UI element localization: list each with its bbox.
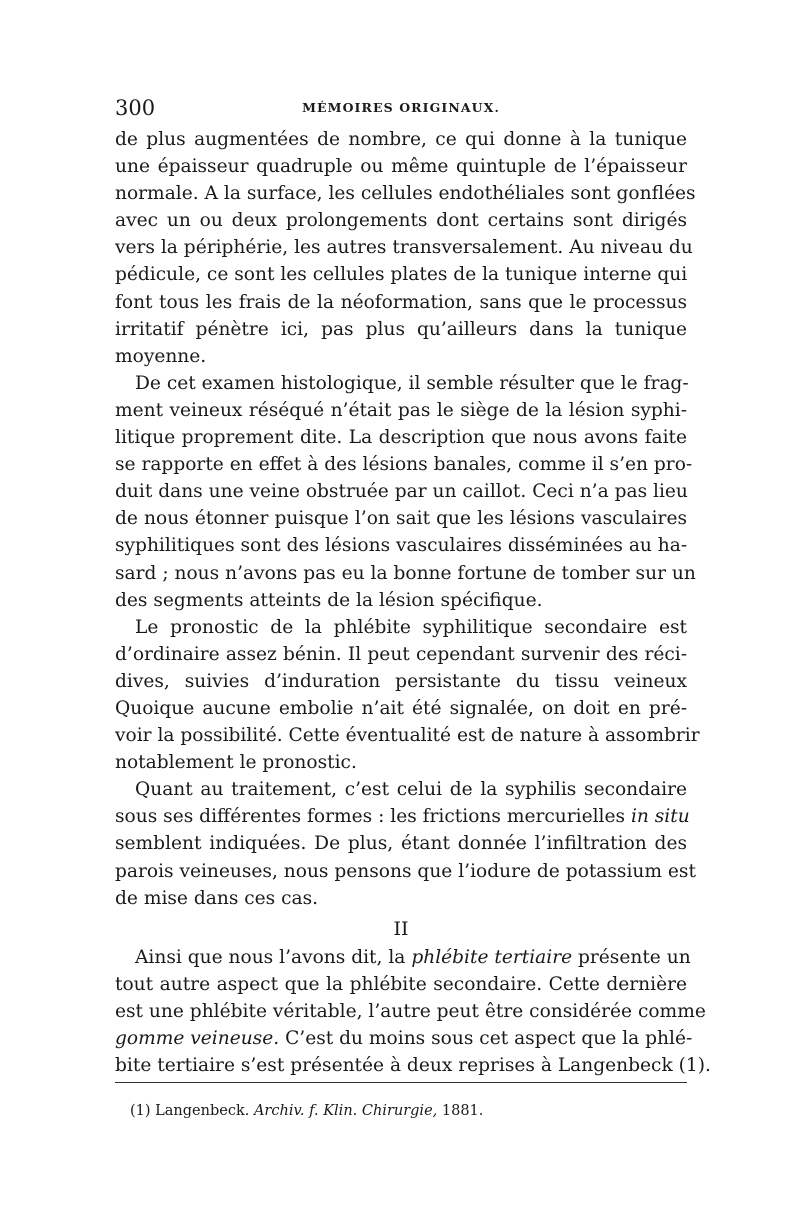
text-line: pédicule, ce sont les cellules plates de la tunique interne qui <box>115 264 688 286</box>
footnote-divider <box>115 1082 687 1083</box>
text-line: parois veineuses, nous pensons que l’iodure de potassium est <box>115 860 696 882</box>
text-line <box>115 944 691 971</box>
text-line: font tous les frais de la néoformation, sans que le processus <box>115 291 687 313</box>
text-line: syphilitiques sont des lésions vasculaires disséminées au ha- <box>115 535 688 557</box>
text-line: se rapporte en effet à des lésions banales, comme il s’en pro- <box>115 454 693 476</box>
text-line: est une phlébite véritable, l’autre peut être considérée comme <box>115 1000 706 1022</box>
text-line: bite tertiaire s’est présentée à deux reprises à Langenbeck (1). <box>115 1055 711 1077</box>
running-title: MÉMOIRES ORIGINAUX. <box>302 100 500 115</box>
text-line: tout autre aspect que la phlébite secondaire. Cette dernière <box>115 973 687 995</box>
text-line <box>115 803 690 830</box>
paragraph-3 <box>115 614 700 777</box>
text-line: irritatif pénètre ici, pas plus qu’ailleurs dans la tunique <box>115 318 687 340</box>
paragraph-5 <box>115 944 711 1079</box>
footnote-year: 1881. <box>441 1103 484 1119</box>
text-line: notablement le pronostic. <box>115 752 357 774</box>
paragraph-4 <box>115 776 696 911</box>
text-segment: C’est du moins sous cet aspect que la phlé- <box>285 1028 693 1049</box>
page-header <box>115 94 687 124</box>
text-line: duit dans une veine obstruée par un caillot. Ceci n’a pas lieu <box>115 481 688 503</box>
footnote-marker: (1) Langenbeck. <box>130 1103 250 1119</box>
text-line: semblent indiquées. De plus, étant donnée l’infiltration des <box>115 833 687 855</box>
text-line: sard ; nous n’avons pas eu la bonne fortune de tomber sur un <box>115 562 696 584</box>
page-number: 300 <box>115 96 156 120</box>
text-line: de nous étonner puisque l’on sait que les lésions vasculaires <box>115 508 687 530</box>
text-line: Le pronostic de la phlébite syphilitique secondaire est <box>135 616 687 638</box>
text-line: dives, suivies d’induration persistante du tissu veineux <box>115 670 687 692</box>
text-segment: Ainsi que nous l’avons dit, la <box>135 946 406 968</box>
text-line: De cet examen histologique, il semble résulter que le frag- <box>135 372 689 394</box>
text-segment: sous ses différentes formes : les frictions mercurielles <box>115 806 626 828</box>
text-line: Quoique aucune embolie n’ait été signalée, on doit en pré- <box>115 697 687 719</box>
text-line: de plus augmentées de nombre, ce qui donne à la tunique <box>115 129 687 150</box>
text-line: normale. A la surface, les cellules endothéliales sont gonflées <box>115 183 696 205</box>
text-segment: présente un <box>578 946 691 968</box>
text-line: moyenne. <box>115 345 207 367</box>
text-line <box>115 1025 693 1052</box>
text-line: de mise dans ces cas. <box>115 887 319 909</box>
section-heading: II <box>393 917 409 940</box>
text-line: avec un ou deux prolongements dont certains sont dirigés <box>115 210 687 232</box>
body-text <box>115 126 711 1079</box>
text-line: voir la possibilité. Cette éventualité est de nature à assombrir <box>115 725 700 747</box>
footnote <box>130 1100 483 1122</box>
text-line: litique proprement dite. La description que nous avons faite <box>115 427 687 449</box>
italic-term: gomme veineuse. <box>115 1028 280 1049</box>
text-line: des segments atteints de la lésion spécifique. <box>115 589 543 611</box>
text-line: d’ordinaire assez bénin. Il peut cependant survenir des réci- <box>115 643 687 665</box>
footnote-journal: Archiv. f. Klin. Chirurgie, <box>253 1103 438 1119</box>
text-line: une épaisseur quadruple ou même quintuple de l’épaisseur <box>115 156 687 178</box>
italic-term: in situ <box>630 806 690 828</box>
paragraph-1 <box>115 126 696 370</box>
paragraph-2 <box>115 370 696 614</box>
text-line: ment veineux réséqué n’était pas le siège de la lésion syphi- <box>115 399 687 421</box>
text-line: vers la périphérie, les autres transversalement. Au niveau du <box>115 237 693 259</box>
text-line: Quant au traitement, c’est celui de la syphilis secondaire <box>135 779 687 801</box>
italic-term: phlébite tertiaire <box>411 946 573 968</box>
